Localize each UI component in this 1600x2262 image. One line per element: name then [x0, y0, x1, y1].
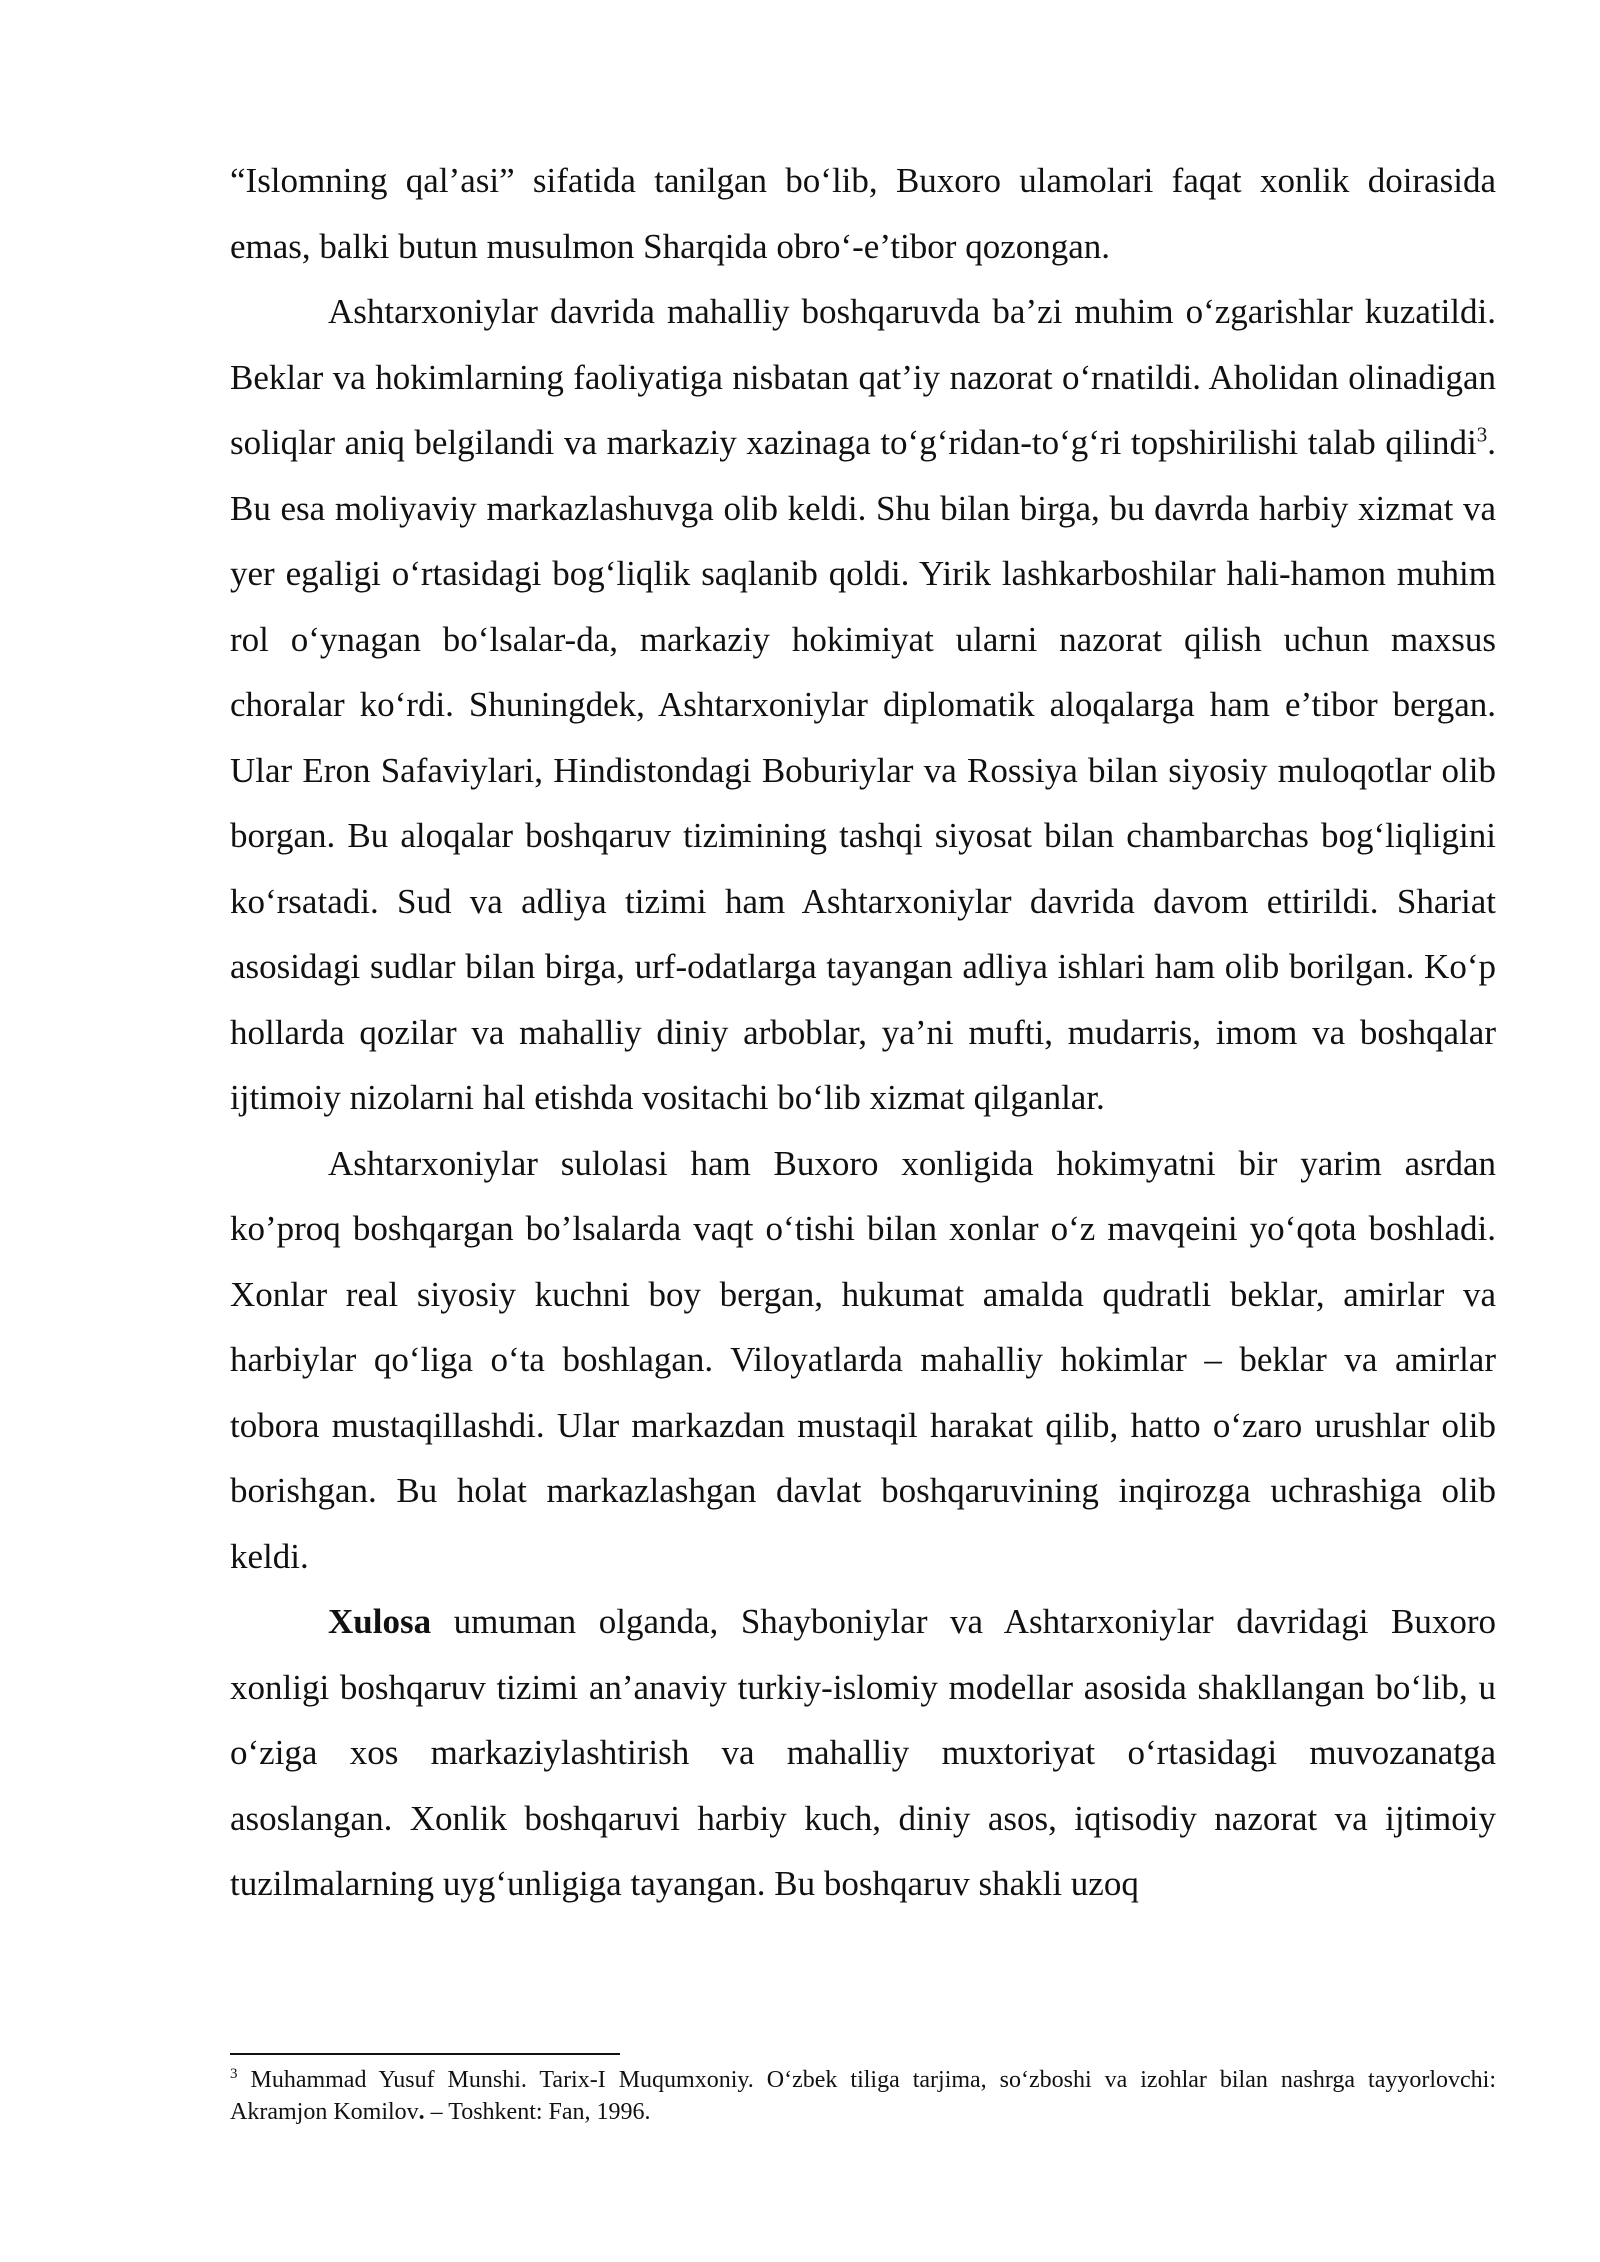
footnote-number: 3 — [230, 2066, 238, 2082]
paragraph-continuation — [230, 148, 1496, 279]
paragraph-text: . Bu esa moliyaviy markazlashuvga olib keldi. Shu bilan birga, bu davrda harbiy xizmat va yer egaligi o‘rtasidagi bog‘liqlik saqlanib qoldi. Yirik lashkarboshilar hali-hamon muhim rol o‘ynagan bo‘lsalar-da, markaziy hokimiyat ularni nazorat qilish uchun maxsus choralar ko‘rdi. Shuningdek, Ashtarxoniylar diplomatik aloqalarga ham e’tibor bergan. Ular Eron Safaviylari, Hindistondagi Boburiylar va Rossiya bilan siyosiy muloqotlar olib borgan. Bu aloqalar boshqaruv tizimining tashqi siyosat bilan chambarchas bog‘liqligini ko‘rsatadi. Sud va adliya tizimi ham Ashtarxoniylar davrida davom ettirildi. Shariat asosidagi sudlar bilan birga, urf-odatlarga tayangan adliya ishlari ham olib borilgan. Ko‘p hollarda qozilar va mahalliy diniy arboblar, ya’ni mufti, mudarris, imom va boshqalar ijtimoiy nizolarni hal etishda vositachi bo‘lib xizmat qilganlar. — [230, 423, 1496, 1117]
paragraph-text: “Islomning qal’asi” sifatida tanilgan bo‘lib, Buxoro ulamolari faqat xonlik doirasida emas, balki butun musulmon Sharqida obro‘-e’tibor qozongan. — [230, 161, 1496, 266]
conclusion-heading: Xulosa — [328, 1602, 432, 1641]
footnote-reference[interactable]: 3 — [1476, 422, 1488, 447]
footnote-bold-dot: . — [418, 2099, 425, 2125]
paragraph-text: Ashtarxoniylar sulolasi ham Buxoro xonligida hokimyatni bir yarim asrdan ko’proq boshqargan bo’lsalarda vaqt o‘tishi bilan xonlar o‘z mavqeini yo‘qota boshladi. Xonlar real siyosiy kuchni boy bergan, hukumat amalda qudratli beklar, amirlar va harbiylar qo‘liga o‘ta boshlagan. Viloyatlarda mahalliy hokimlar – beklar va amirlar tobora mustaqillashdi. Ular markazdan mustaqil harakat qilib, hatto o‘zaro urushlar olib borishgan. Bu holat markazlashgan davlat boshqaruvining inqirozga uchrashiga olib keldi. — [230, 1143, 1496, 1576]
paragraph-conclusion — [230, 1589, 1496, 1917]
footnote — [230, 2064, 1496, 2128]
footnote-separator — [230, 2053, 620, 2055]
footnote-text: Muhammad Yusuf Munshi. Tarix-I Muqumxoniy. O‘zbek tiligа tarjima, so‘zboshi va izohlar bilan nashrga tayyorlovchi: Akramjon Komilov — [230, 2067, 1496, 2125]
paragraph-text: Ashtarxoniylar davrida mahalliy boshqaruvda ba’zi muhim o‘zgarishlar kuzatildi. Beklar va hokimlarning faoliyatiga nisbatan qat’iy nazorat o‘rnatildi. Aholidan olinadigan soliqlar aniq belgilandi va markaziy xazinaga to‘g‘ridan-to‘g‘ri topshirilishi talab qilindi — [230, 292, 1496, 462]
paragraph-text: umuman olganda, Shayboniylar va Ashtarxoniylar davridagi Buxoro xonligi boshqaruv tizimi an’anaviy turkiy-islomiy modellar asosida shakllangan bo‘lib, u o‘ziga xos markaziylashtirish va mahalliy muxtoriyat o‘rtasidagi muvozanatga asoslangan. Xonlik boshqaruvi harbiy kuch, diniy asos, iqtisodiy nazorat va ijtimoiy tuzilmalarning uyg‘unligiga tayangan. Bu boshqaruv shakli uzoq — [230, 1602, 1496, 1903]
footnote-text-end: – Toshkent: Fan, 1996. — [424, 2099, 651, 2125]
paragraph-ashtarxoniylar-administration — [230, 279, 1496, 1131]
paragraph-dynasty-decline — [230, 1131, 1496, 1590]
document-body — [230, 148, 1496, 1917]
